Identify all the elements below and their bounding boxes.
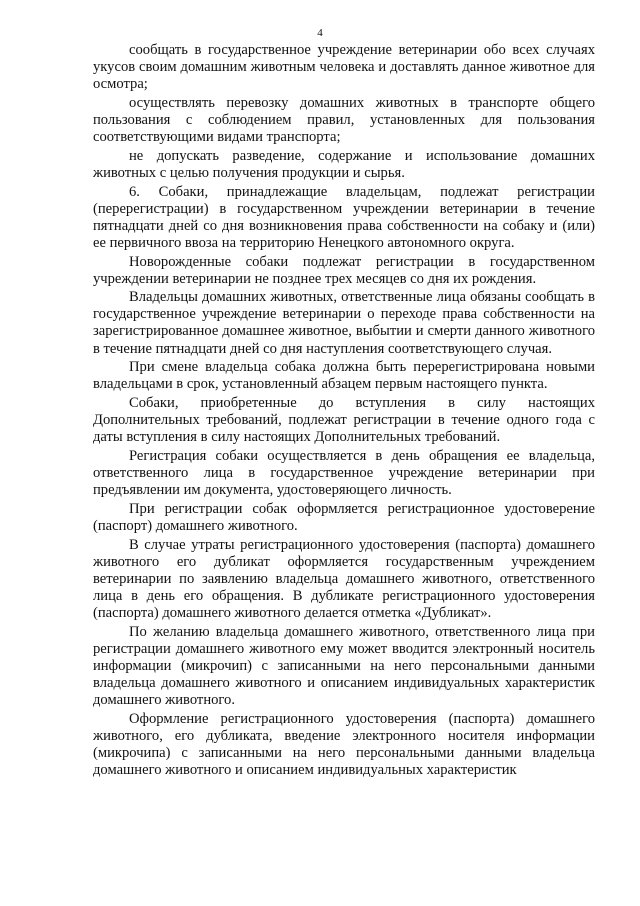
paragraph-owner-obligations: Владельцы домашних животных, ответственные лица обязаны сообщать в государственное учреждение ветеринарии о переходе права собственности на зарегистрированное домашнее животное, выбытии и смерти данного животного в течение пятнадцати дней со дня наступления соответствующего случая. <box>93 289 595 357</box>
paragraph-inform-bites: сообщать в государственное учреждение ветеринарии обо всех случаях укусов своим домашним животным человека и доставлять данное животное для осмотра; <box>93 42 595 93</box>
paragraph-owner-change: При смене владельца собака должна быть перерегистрирована новыми владельцами в срок, установленный абзацем первым настоящего пункта. <box>93 359 595 393</box>
paragraph-certificate: При регистрации собак оформляется регистрационное удостоверение (паспорт) домашнего животного. <box>93 500 595 534</box>
paragraph-previously-acquired: Собаки, приобретенные до вступления в силу настоящих Дополнительных требований, подлежат регистрации в течение одного года с даты вступления в силу настоящих Дополнительных требований. <box>93 395 595 446</box>
paragraph-dog-registration: 6. Собаки, принадлежащие владельцам, подлежат регистрации (перерегистрации) в государственном учреждении ветеринарии в течение пятнадцати дней со дня возникновения права собственности на собаку и (или) ее первичного ввоза на территорию Ненецкого автономного округа. <box>93 183 595 251</box>
paragraph-registration-day: Регистрация собаки осуществляется в день обращения ее владельца, ответственного лица в государственное учреждение ветеринарии при предъявлении им документа, удостоверяющего личность. <box>93 447 595 499</box>
paragraph-newborn-dogs: Новорожденные собаки подлежат регистрации в государственном учреждении ветеринарии не позднее трех месяцев со дня их рождения. <box>93 253 595 287</box>
paragraph-fees: Оформление регистрационного удостоверения (паспорта) домашнего животного, его дубликата, введение электронного носителя информации (микрочипа) с записанными на него персональными данными владельца домашнего животного и описанием индивидуальных характеристик <box>93 710 595 778</box>
page-number: 4 <box>317 27 323 39</box>
document-body <box>93 42 595 779</box>
paragraph-duplicate: В случае утраты регистрационного удостоверения (паспорта) домашнего животного его дубликат оформляется государственным учреждением ветеринарии по заявлению владельца домашнего животного, ответственного лица в день его обращения. В дубликате регистрационного удостоверения (паспорта) домашнего животного делается отметка «Дубликат». <box>93 536 595 621</box>
paragraph-no-breeding: не допускать разведение, содержание и использование домашних животных с целью получения продукции и сырья. <box>93 147 595 181</box>
paragraph-microchip: По желанию владельца домашнего животного, ответственного лица при регистрации домашнего животного ему может вводится электронный носитель информации (микрочип) с записанными на него персональными данными владельца домашнего животного и описанием индивидуальных характеристик домашнего животного. <box>93 623 595 708</box>
paragraph-transport: осуществлять перевозку домашних животных в транспорте общего пользования с соблюдением правил, установленных для пользования соответствующими видами транспорта; <box>93 94 595 146</box>
